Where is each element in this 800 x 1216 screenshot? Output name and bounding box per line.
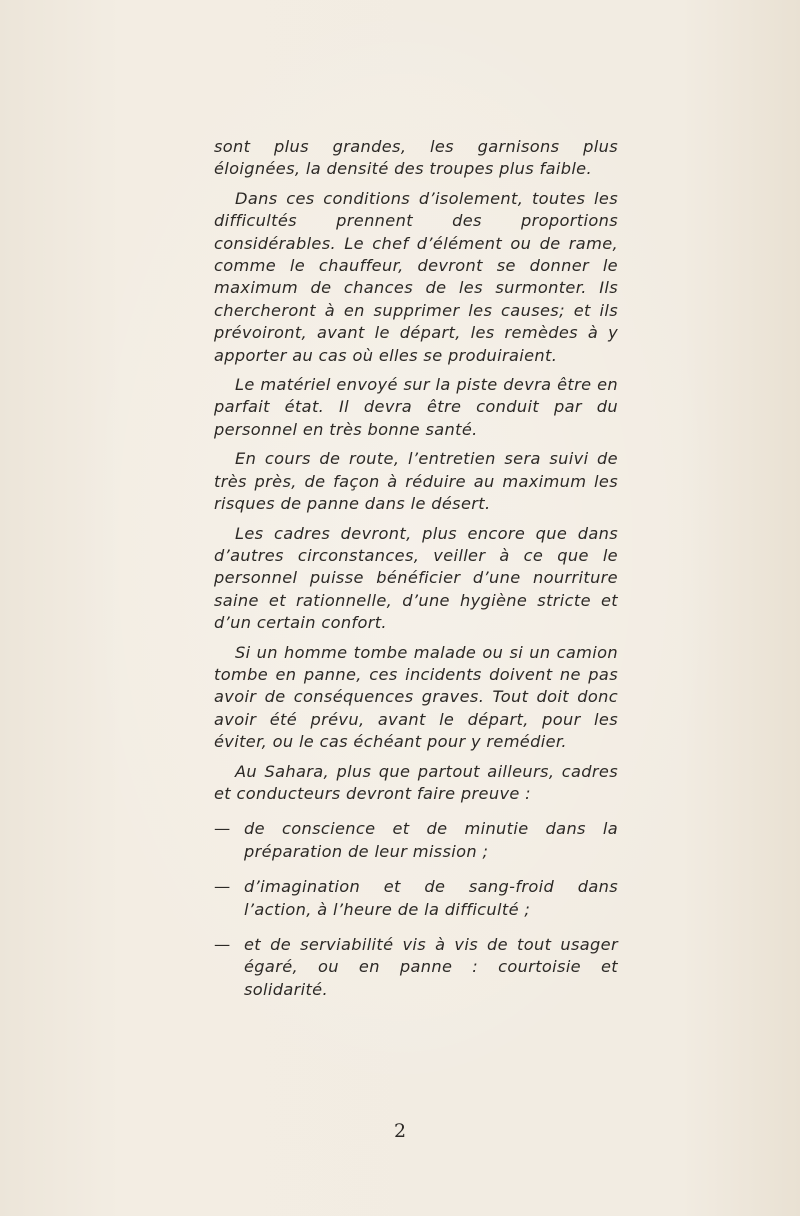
bullet-item [214, 818, 618, 863]
paragraph-1: sont plus grandes, les garnisons plus éloignées, la densité des troupes plus faible. [214, 137, 618, 179]
bullet-text: d’imagination et de sang-froid dans l’action, à l’heure de la difficulté ; [244, 877, 618, 919]
bullet-dash: — [214, 877, 231, 897]
body-text [214, 136, 618, 1001]
bullet-text: de conscience et de minutie dans la préparation de leur mission ; [244, 819, 618, 861]
paragraph-3: Le matériel envoyé sur la piste devra être en parfait état. Il devra être conduit par du personnel en très bonne santé. [214, 375, 618, 439]
bullet-dash: — [214, 935, 231, 954]
paragraph-5: Les cadres devront, plus encore que dans d’autres circonstances, veiller à ce que le personnel puisse bénéficier d’une nourriture saine et rationnelle, d’une hygiène stricte et d’un certain confort. [214, 523, 618, 633]
bullet-text: et de serviabilité vis à vis de tout usager égaré, ou en panne : courtoisie et solidarité. [244, 935, 618, 999]
page-number: 2 [393, 1120, 407, 1142]
bullet-dash: — [214, 819, 231, 839]
paragraph-2: Dans ces conditions d’isolement, toutes les difficultés prennent des proportions considérables. Le chef d’élément ou de rame, comme le chauffeur, devront se donner le maximum de chances de les surmonter. Ils chercheront à en supprimer les causes; et ils prévoiront, avant le départ, les remèdes à y apporter au cas où elles se produiraient. [214, 188, 618, 365]
paragraph-6: Si un homme tombe malade ou si un camion tombe en panne, ces incidents doivent ne pas avoir de conséquences graves. Tout doit donc avoir été prévu, avant le départ, pour les éviter, ou le cas échéant pour y remédier. [214, 642, 618, 752]
bullet-item [214, 876, 618, 921]
paragraph-4: En cours de route, l’entretien sera suivi de très près, de façon à réduire au maximum les risques de panne dans le désert. [214, 449, 618, 514]
paragraph-7: Au Sahara, plus que partout ailleurs, cadres et conducteurs devront faire preuve : [214, 761, 618, 803]
bullet-item [214, 934, 618, 1001]
